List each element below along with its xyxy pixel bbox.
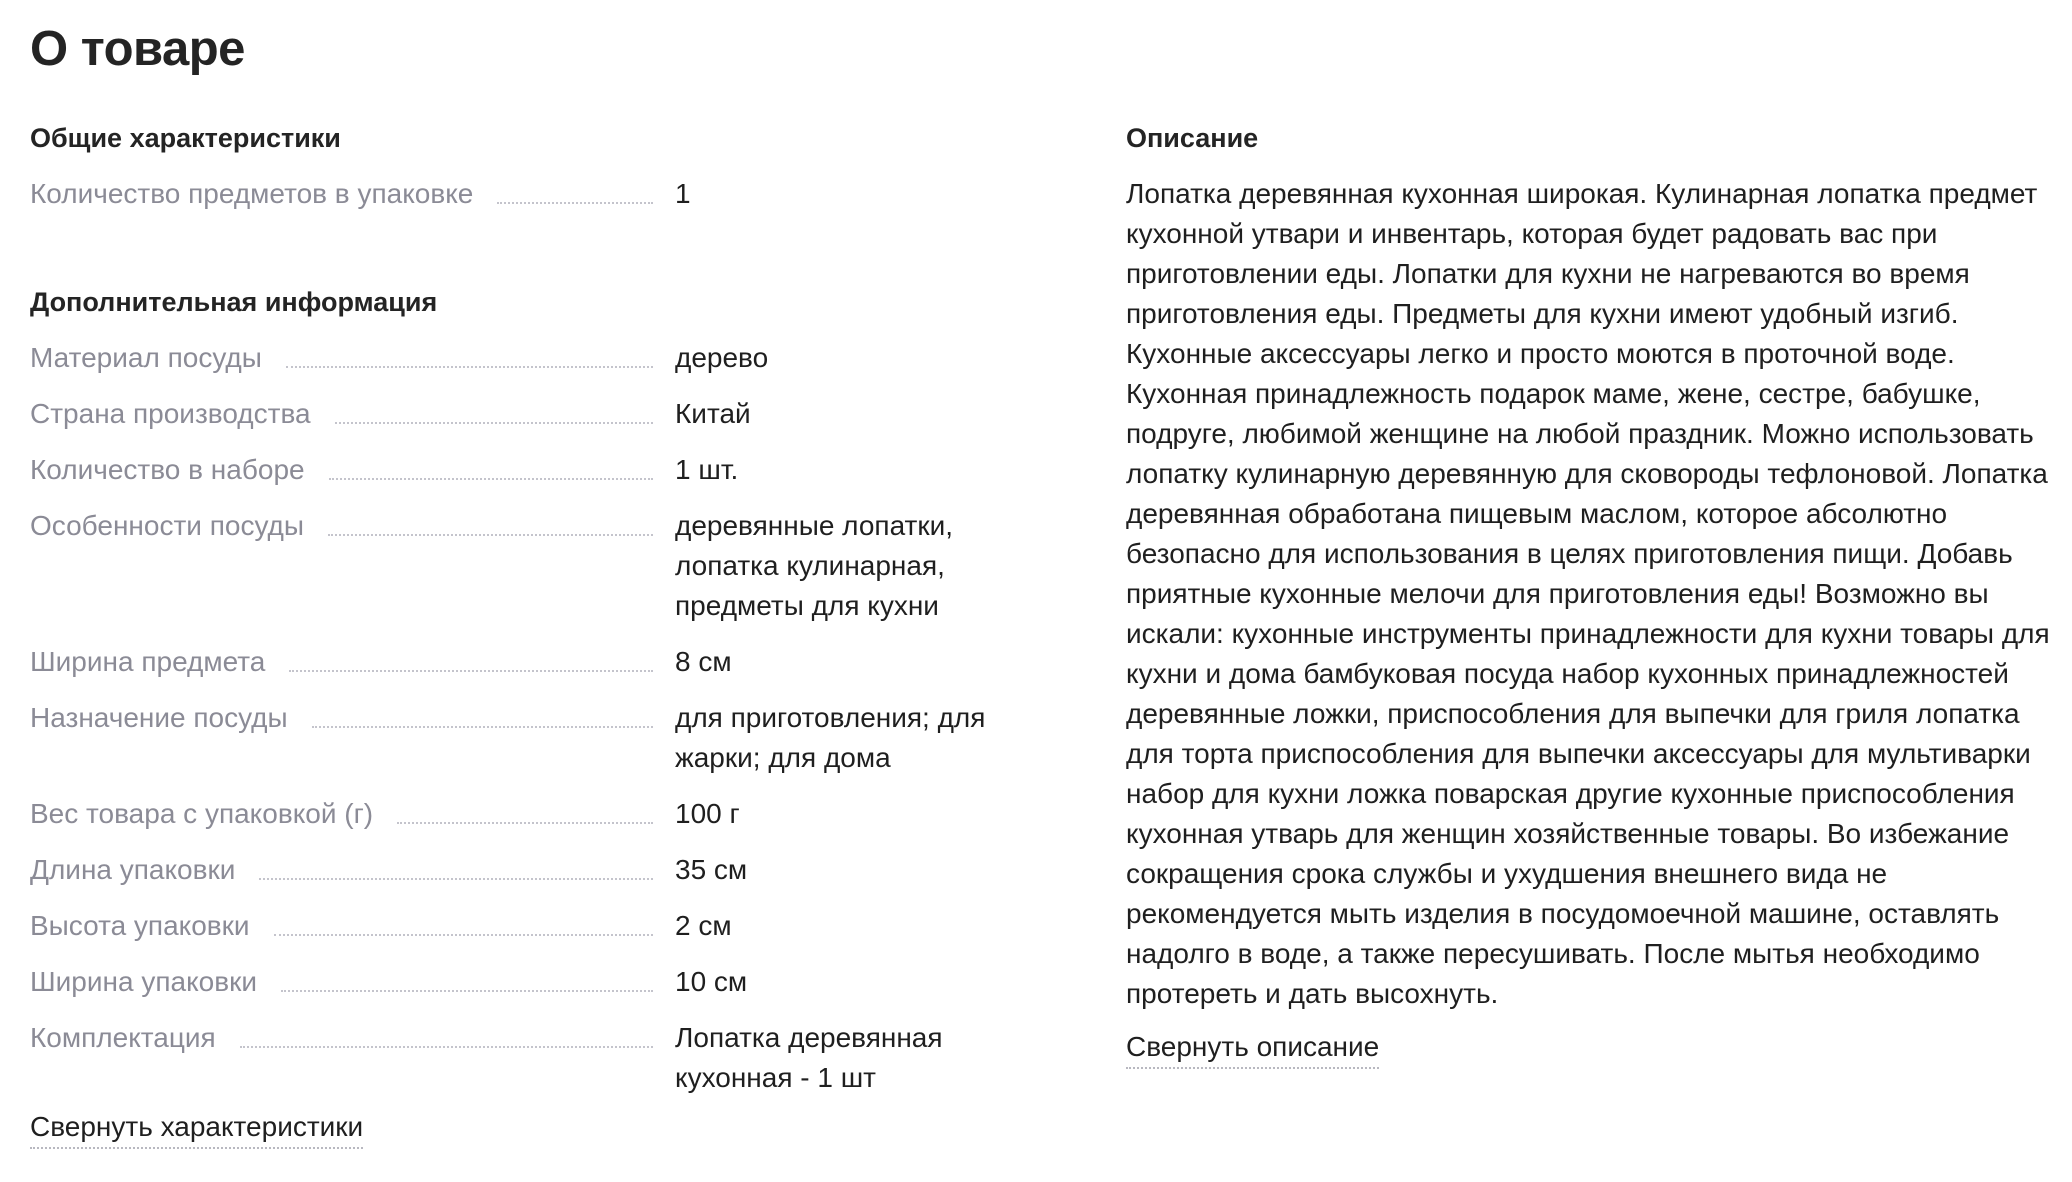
property-label: Высота упаковки (30, 910, 250, 941)
property-value: 2 см (675, 910, 732, 941)
property-row (30, 394, 1010, 434)
property-value: 1 (675, 178, 691, 209)
property-label: Назначение посуды (30, 702, 288, 733)
additional-info-title: Дополнительная информация (30, 287, 438, 317)
property-value: 1 шт. (675, 454, 739, 485)
property-row (30, 174, 1010, 214)
dotted-leader (328, 534, 653, 536)
property-row (30, 962, 1010, 1002)
description-title: Описание (1126, 123, 1259, 153)
property-value: деревянные лопатки, лопатка кулинарная, предметы для кухни (675, 510, 954, 621)
property-value: Китай (675, 398, 751, 429)
dotted-leader (259, 878, 653, 880)
property-row (30, 1018, 1010, 1098)
property-row (30, 506, 1010, 626)
property-label: Вес товара с упаковкой (г) (30, 798, 374, 829)
property-value: 35 см (675, 854, 748, 885)
description-section (1126, 118, 2051, 1069)
dotted-leader (329, 478, 653, 480)
characteristics-section (30, 118, 1010, 1114)
property-value: для приготовления; для жарки; для дома (675, 702, 986, 773)
property-label: Длина упаковки (30, 854, 236, 885)
property-value: Лопатка деревянная кухонная - 1 шт (675, 1022, 943, 1093)
property-label: Комплектация (30, 1022, 216, 1053)
general-characteristics-list (30, 174, 1010, 214)
property-label: Страна производства (30, 398, 311, 429)
property-value: дерево (675, 342, 769, 373)
property-value: 100 г (675, 798, 740, 829)
dotted-leader (240, 1046, 653, 1048)
property-label: Ширина упаковки (30, 966, 257, 997)
dotted-leader (335, 422, 653, 424)
property-value: 10 см (675, 966, 748, 997)
general-characteristics-title: Общие характеристики (30, 123, 341, 153)
property-label: Материал посуды (30, 342, 262, 373)
collapse-characteristics-link[interactable]: Свернуть характеристики (30, 1107, 363, 1149)
dotted-leader (286, 366, 653, 368)
dotted-leader (289, 670, 653, 672)
dotted-leader (312, 726, 653, 728)
property-row (30, 794, 1010, 834)
collapse-description-link[interactable]: Свернуть описание (1126, 1027, 1379, 1069)
property-label: Ширина предмета (30, 646, 266, 677)
property-row (30, 850, 1010, 890)
dotted-leader (497, 202, 653, 204)
property-row (30, 698, 1010, 778)
property-label: Количество в наборе (30, 454, 305, 485)
dotted-leader (274, 934, 653, 936)
property-row (30, 906, 1010, 946)
additional-info-list (30, 338, 1010, 1098)
description-text: Лопатка деревянная кухонная широкая. Кулинарная лопатка предмет кухонной утвари и инвентарь, которая будет радовать вас при приготовлении еды. Лопатки для кухни не нагреваются во время приготовления еды. Предметы для кухни имеют удобный изгиб. Кухонные аксессуары легко и просто моются в проточной воде. Кухонная принадлежность подарок маме, жене, сестре, бабушке, подруге, любимой женщине на любой праздник. Можно использовать лопатку кулинарную деревянную для сковороды тефлоновой. Лопатка деревянная обработана пищевым маслом, которое абсолютно безопасно для использования в целях приготовления пищи. Добавь приятные кухонные мелочи для приготовления еды! Возможно вы искали: кухонные инструменты принадлежности для кухни товары для кухни и дома бамбуковая посуда набор кухонных принадлежностей деревянные ложки, приспособления для выпечки для гриля лопатка для торта приспособления для выпечки аксессуары для мультиварки набор для кухни ложка поварская другие кухонные приспособления кухонная утварь для женщин хозяйственные товары. Во избежание сокращения срока службы и ухудшения внешнего вида не рекомендуется мыть изделия в посудомоечной машине, оставлять надолго в воде, а также пересушивать. После мытья необходимо протереть и дать высохнуть. (1126, 178, 2050, 1009)
page-title: О товаре (30, 22, 245, 76)
dotted-leader (281, 990, 653, 992)
property-row (30, 450, 1010, 490)
property-row (30, 338, 1010, 378)
property-row (30, 642, 1010, 682)
property-label: Особенности посуды (30, 510, 304, 541)
property-value: 8 см (675, 646, 732, 677)
property-label: Количество предметов в упаковке (30, 178, 474, 209)
dotted-leader (397, 822, 653, 824)
